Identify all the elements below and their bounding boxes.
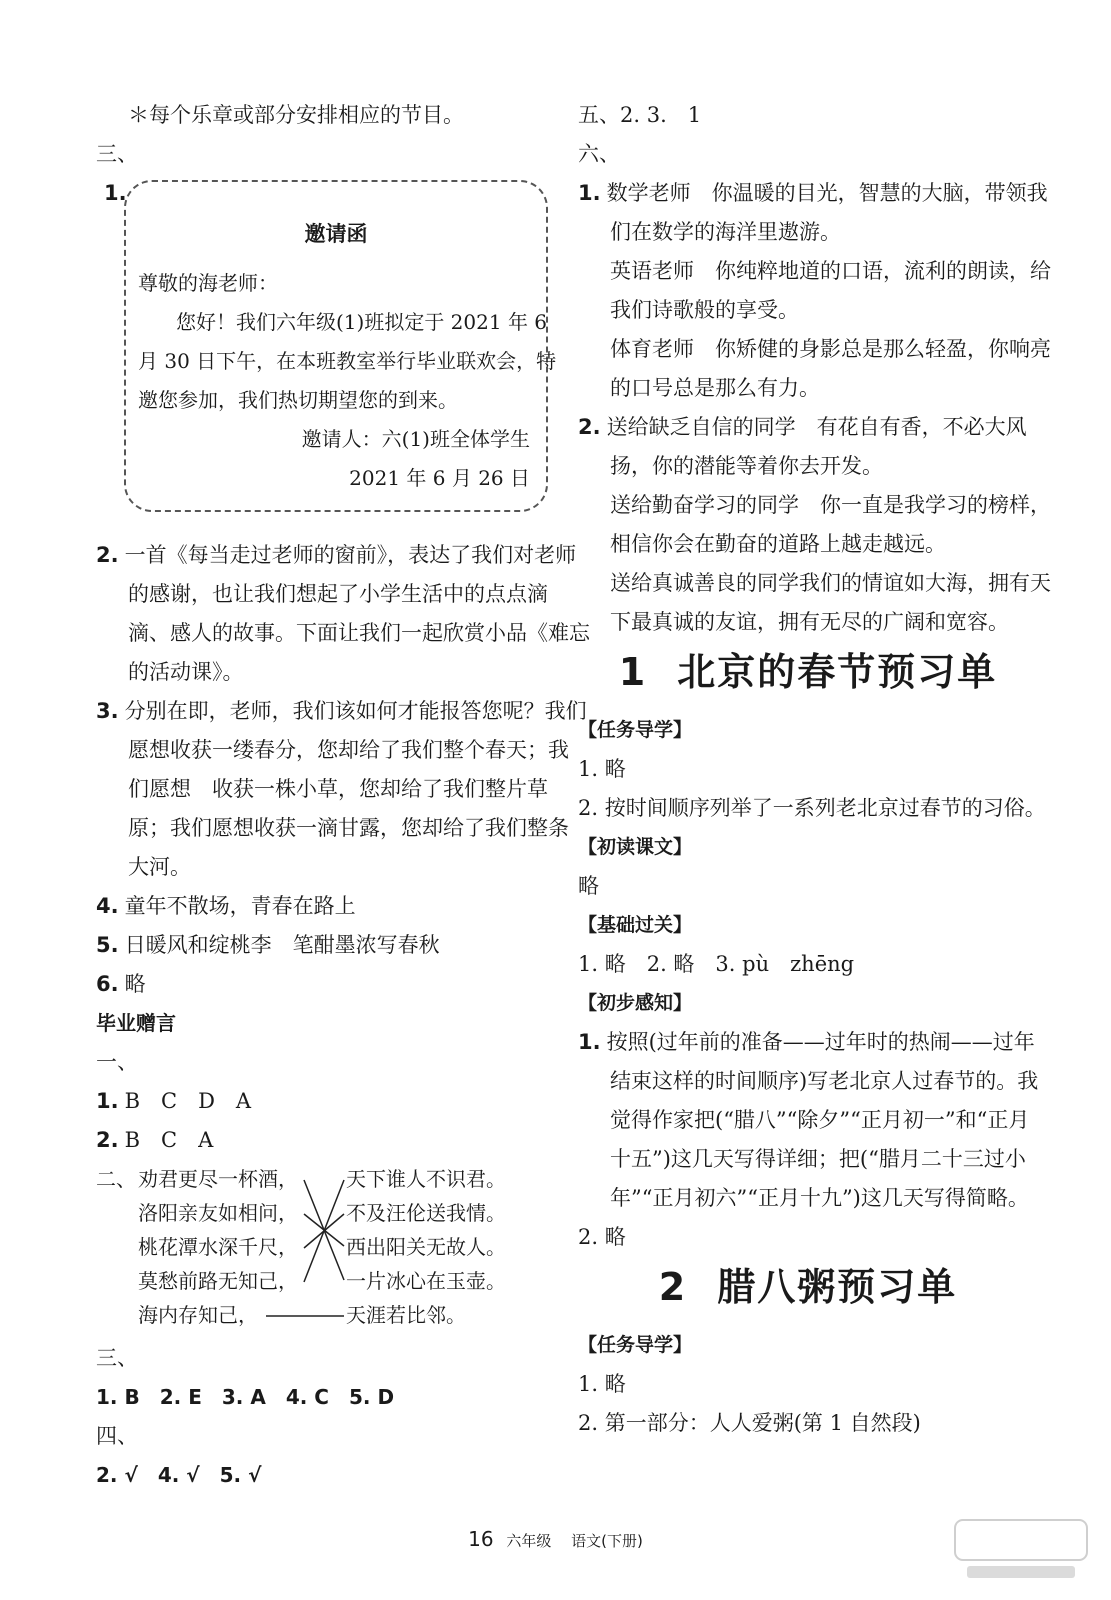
poem-right: 天涯若比邻。: [346, 1303, 466, 1327]
answer-text: 一首《每当走过老师的窗前》，表达了我们对老师: [124, 543, 577, 567]
answer-line: 1. 略: [578, 1372, 626, 1396]
subsection-heading: 【初步感知】: [578, 992, 693, 1014]
answer-line: 们愿想 收获一株小草，您却给了我们整片草: [128, 777, 548, 801]
answer-line: 愿想收获一缕春分，您却给了我们整个春天；我: [128, 738, 569, 762]
answer-text: 日暖风和绽桃李 笔酣墨浓写春秋: [124, 933, 440, 957]
section-three-label: 三、: [96, 1346, 138, 1370]
answer-line: 2. 按时间顺序列举了一系列老北京过春节的习俗。: [578, 796, 1046, 820]
answer-text: B C A: [124, 1128, 214, 1152]
answer-line: 下最真诚的友谊，拥有无尽的广阔和宽容。: [610, 610, 1009, 634]
lesson-title: [578, 1262, 1038, 1312]
item-number: 1.: [96, 1089, 119, 1113]
answer-line: 原；我们愿想收获一滴甘露，您却给了我们整条: [128, 816, 569, 840]
answer-line: 结束这样的时间顺序)写老北京人过春节的。我: [610, 1069, 1039, 1093]
subsection-heading: 【初读课文】: [578, 836, 693, 858]
invitation-card: [124, 180, 557, 512]
answer-line: [96, 696, 587, 726]
answer-line: 1. 略 2. 略 3. pù zhēng: [578, 952, 855, 976]
poem-left: 洛阳亲友如相问，: [138, 1201, 298, 1225]
invitation-date: 2021 年 6 月 26 日: [349, 466, 530, 490]
answer-line: 觉得作家把(“腊八”“除夕”“正月初一”和“正月: [610, 1108, 1030, 1132]
poem-right: 不及汪伦送我情。: [346, 1201, 506, 1225]
lesson-name: 北京的春节预习单: [677, 650, 998, 694]
answer-line: 英语老师 你纯粹地道的口语，流利的朗读，给: [610, 259, 1051, 283]
item-number: 1.: [578, 1030, 601, 1054]
lesson-name: 腊八粥预习单: [717, 1265, 958, 1309]
invitation-body-line: 月 30 日下午，在本班教室举行毕业联欢会，特: [138, 349, 557, 373]
invitation-item: [96, 178, 556, 528]
answer-line: [96, 930, 556, 960]
invitation-title: 邀请函: [304, 222, 368, 246]
answer-line: 2. 略: [578, 1225, 626, 1249]
invitation-signer: 邀请人：六(1)班全体学生: [301, 427, 530, 451]
answer-line: [96, 1125, 556, 1155]
answer-text: 送给缺乏自信的同学 有花自有香，不必大风: [606, 415, 1027, 439]
left-column: [96, 100, 590, 1499]
answer-line: 送给勤奋学习的同学 你一直是我学习的榜样，: [610, 493, 1051, 517]
subsection-heading: 【任务导学】: [578, 1334, 693, 1356]
subsection-heading: 【任务导学】: [578, 719, 693, 741]
answer-line: 十五”)这几天写得详细；把(“腊月二十三过小: [610, 1147, 1026, 1171]
footer-grade: 六年级: [506, 1532, 552, 1550]
item-number: 3.: [96, 699, 119, 723]
answer-text: 按照(过年前的准备——过年时的热闹——过年: [606, 1030, 1035, 1054]
matching-lines: [96, 1164, 556, 1334]
lesson-number: 2: [658, 1265, 688, 1309]
answer-line: 滴、感人的故事。下面让我们一起欣赏小品《难忘: [128, 621, 590, 645]
section-five-line: 五、2. 3. 1: [578, 103, 702, 127]
answer-text: B C D A: [124, 1089, 252, 1113]
section-one-label: 一、: [96, 1050, 138, 1074]
answer-line: 1. 略: [578, 757, 626, 781]
answer-line: 我们诗歌般的享受。: [610, 298, 799, 322]
poem-right: 天下谁人不识君。: [346, 1167, 506, 1191]
item-number: 6.: [96, 972, 119, 996]
item-number: 1.: [578, 181, 601, 205]
lesson-number: 1: [618, 650, 648, 694]
item-number: 2.: [578, 415, 601, 439]
answer-line: 2. 第一部分：人人爱粥(第 1 自然段): [578, 1411, 921, 1435]
answer-line: 扬，你的潜能等着你去开发。: [610, 454, 883, 478]
right-column: [578, 100, 1051, 1447]
poem-left: 莫愁前路无知己，: [138, 1269, 298, 1293]
answer-line: [96, 540, 577, 570]
lesson-title: [578, 647, 1038, 697]
poem-left: 劝君更尽一杯酒，: [138, 1167, 298, 1191]
page-footer: [0, 1527, 1111, 1551]
footer-subject: 语文(下册): [571, 1532, 643, 1550]
answer-line: [96, 891, 556, 921]
answer-line: 1. B 2. E 3. A 4. C 5. D: [96, 1385, 395, 1409]
item-number: 2.: [96, 543, 119, 567]
poem-left: 桃花潭水深千尺，: [138, 1235, 298, 1259]
answer-line: 相信你会在勤奋的道路上越走越远。: [610, 532, 946, 556]
section-two-label: 二、: [96, 1167, 136, 1191]
poem-right: 一片冰心在玉壶。: [346, 1269, 506, 1293]
answer-line: 大河。: [128, 855, 191, 879]
answer-text: 略: [124, 972, 146, 996]
poem-matching: [96, 1164, 556, 1334]
answer-text: 数学老师 你温暖的目光，智慧的大脑，带领我: [606, 181, 1048, 205]
poem-left: 海内存知己，: [138, 1303, 258, 1327]
answer-line: 年”“正月初六”“正月十九”)这几天写得简略。: [610, 1186, 1029, 1210]
note-line: ＊每个乐章或部分安排相应的节目。: [128, 103, 464, 127]
answer-line: [578, 412, 1038, 442]
answer-line: [96, 1086, 556, 1116]
answer-line: 略: [578, 874, 599, 898]
answer-line: 的口号总是那么有力。: [610, 376, 820, 400]
answer-line: [578, 178, 1048, 208]
item-number: 4.: [96, 894, 119, 918]
item-number: 5.: [96, 933, 119, 957]
answer-line: 2. √ 4. √ 5. √: [96, 1463, 262, 1487]
section-three-label: 三、: [96, 142, 138, 166]
invitation-salutation: 尊敬的海老师：: [138, 271, 278, 295]
answer-line: 的活动课》。: [128, 660, 244, 684]
graduation-heading: 毕业赠言: [96, 1011, 176, 1035]
invitation-body-line: 邀您参加，我们热切期望您的到来。: [138, 388, 458, 412]
answer-line: 送给真诚善良的同学我们的情谊如大海，拥有天: [610, 571, 1051, 595]
answer-line: 体育老师 你矫健的身影总是那么轻盈，你响亮: [610, 337, 1051, 361]
page-number: 16: [468, 1527, 494, 1551]
answer-line: 们在数学的海洋里遨游。: [610, 220, 841, 244]
answer-line: [578, 1027, 1038, 1057]
answer-line: [96, 969, 556, 999]
answer-text: 童年不散场，青春在路上: [124, 894, 356, 918]
answer-text: 分别在即，老师，我们该如何才能报答您呢？我们: [124, 699, 587, 723]
answer-line: 的感谢，也让我们想起了小学生活中的点点滴: [128, 582, 548, 606]
watermark-logo: [951, 1516, 1091, 1586]
item-number: 2.: [96, 1128, 119, 1152]
subsection-heading: 【基础过关】: [578, 914, 693, 936]
section-six-label: 六、: [578, 142, 620, 166]
section-four-label: 四、: [96, 1424, 138, 1448]
invitation-body-line: 您好！我们六年级(1)班拟定于 2021 年 6: [176, 310, 548, 334]
poem-right: 西出阳关无故人。: [346, 1235, 506, 1259]
item-number: 1.: [104, 181, 127, 205]
